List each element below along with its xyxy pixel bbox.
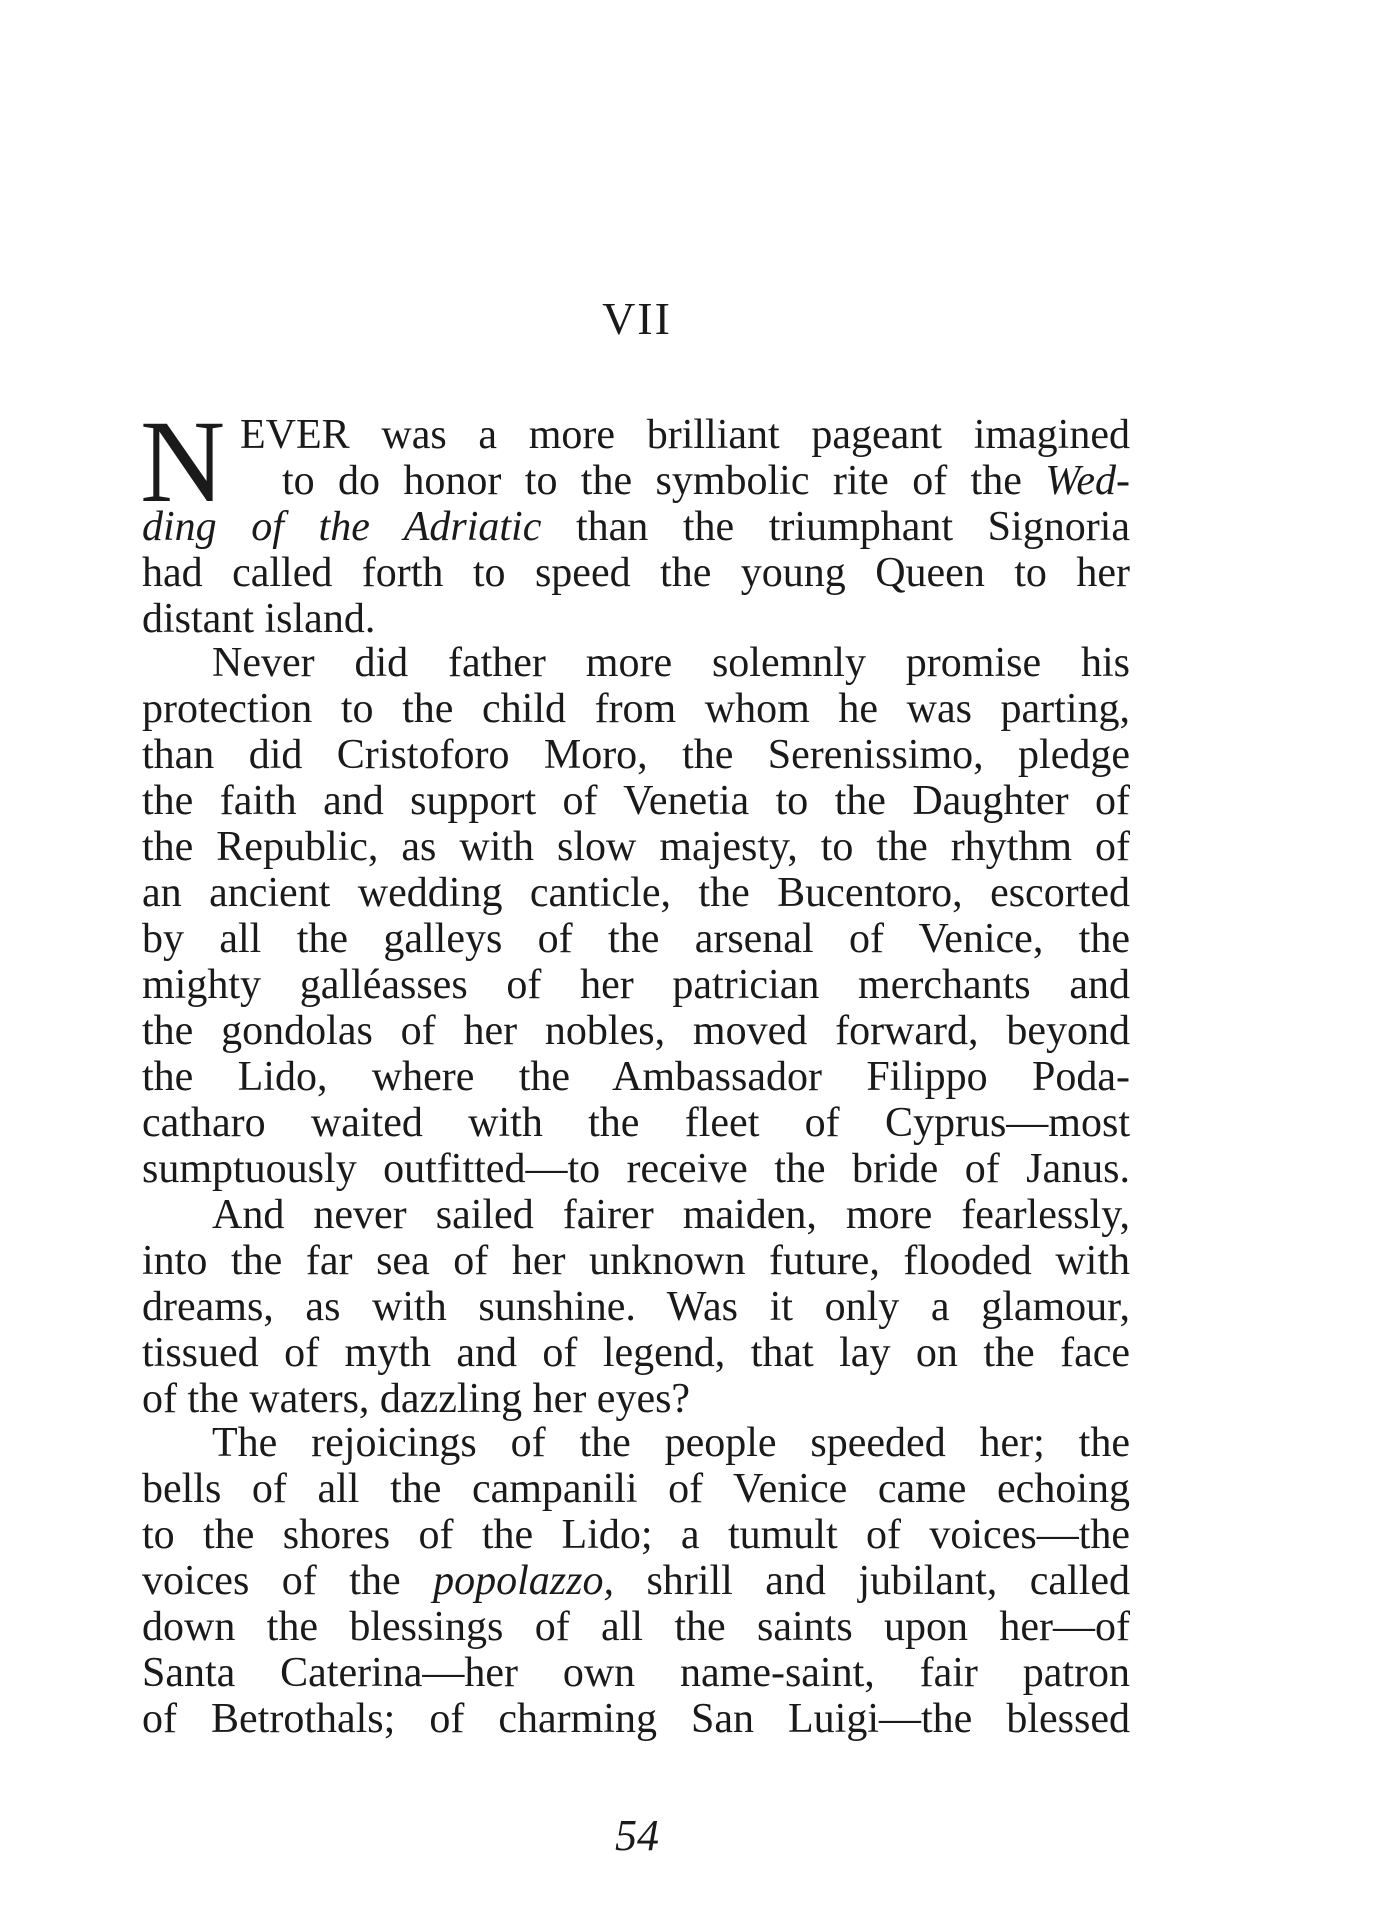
text-line: [142, 1100, 1130, 1146]
text-span: shrill and jubilant, called: [613, 1558, 1131, 1604]
text-span: voices of the: [142, 1558, 434, 1604]
text-line: [142, 596, 1130, 642]
text-span: catharo waited with the fleet of Cyprus—most: [142, 1100, 1130, 1146]
text-span: than the triumphant Signoria: [541, 504, 1130, 550]
text-span: mighty galléasses of her patrician merchants and: [142, 962, 1130, 1008]
text-span: sumptuously outfitted—to receive the bride of Janus.: [142, 1146, 1130, 1192]
text-span: dreams, as with sunshine. Was it only a glamour,: [142, 1284, 1130, 1330]
text-line: [142, 1330, 1130, 1376]
text-span: EVER was a more brilliant pageant imagined: [240, 412, 1130, 458]
text-span: than did Cristoforo Moro, the Serenissimo, pledge: [142, 732, 1130, 778]
text-span: into the far sea of her unknown future, flooded with: [142, 1238, 1130, 1284]
text-span: down the blessings of all the saints upon her—of: [142, 1604, 1130, 1650]
text-span: to the shores of the Lido; a tumult of voices—the: [142, 1512, 1130, 1558]
text-span: Santa Caterina—her own name-saint, fair patron: [142, 1650, 1130, 1696]
text-span: protection to the child from whom he was parting,: [142, 686, 1130, 732]
text-line: [142, 1284, 1130, 1330]
text-span: the Lido, where the Ambassador Filippo Poda-: [142, 1054, 1130, 1100]
text-line: [212, 1192, 1130, 1238]
text-line: [142, 1146, 1130, 1192]
text-line: [142, 1650, 1130, 1696]
text-line: [142, 1696, 1130, 1742]
text-span: The rejoicings of the people speeded her; the: [212, 1420, 1130, 1466]
text-line: [142, 1376, 1130, 1422]
drop-cap: N: [140, 396, 226, 527]
text-span: to do honor to the symbolic rite of the: [282, 458, 1046, 504]
text-span: the gondolas of her nobles, moved forward, beyond: [142, 1008, 1130, 1054]
text-line: [142, 778, 1130, 824]
text-line: [142, 550, 1130, 596]
text-line: [142, 1466, 1130, 1512]
italic-text: ding of the Adriatic: [142, 504, 542, 550]
text-span: Never did father more solemnly promise his: [212, 640, 1130, 686]
text-line: [240, 412, 1130, 458]
text-line: [142, 962, 1130, 1008]
text-line: [142, 1512, 1130, 1558]
italic-text: popolazzo,: [433, 1558, 614, 1604]
text-span: And never sailed fairer maiden, more fearlessly,: [212, 1192, 1130, 1238]
text-line: [142, 824, 1130, 870]
text-line: [142, 1558, 1130, 1604]
text-line: [142, 686, 1130, 732]
text-span: an ancient wedding canticle, the Bucentoro, escorted: [142, 870, 1130, 916]
chapter-heading: VII: [602, 293, 672, 344]
page-number: 54: [615, 1811, 659, 1860]
text-line: [142, 504, 1130, 550]
italic-text: Wed-: [1045, 458, 1130, 504]
text-line: [212, 640, 1130, 686]
text-line: [142, 1054, 1130, 1100]
text-span: bells of all the campanili of Venice came echoing: [142, 1466, 1130, 1512]
text-line: [142, 1238, 1130, 1284]
text-line: [142, 916, 1130, 962]
text-line: [142, 732, 1130, 778]
text-line: [212, 1420, 1130, 1466]
text-span: of Betrothals; of charming San Luigi—the blessed: [142, 1696, 1130, 1742]
text-span: distant island.: [142, 596, 376, 642]
text-span: of the waters, dazzling her eyes?: [142, 1376, 691, 1422]
text-span: had called forth to speed the young Queen to her: [142, 550, 1130, 596]
text-span: tissued of myth and of legend, that lay on the face: [142, 1330, 1130, 1376]
text-line: [142, 1604, 1130, 1650]
text-line: [142, 1008, 1130, 1054]
text-line: [142, 870, 1130, 916]
text-span: by all the galleys of the arsenal of Venice, the: [142, 916, 1130, 962]
text-line: [282, 458, 1130, 504]
text-span: the faith and support of Venetia to the Daughter of: [142, 778, 1130, 824]
text-span: the Republic, as with slow majesty, to the rhythm of: [142, 824, 1130, 870]
